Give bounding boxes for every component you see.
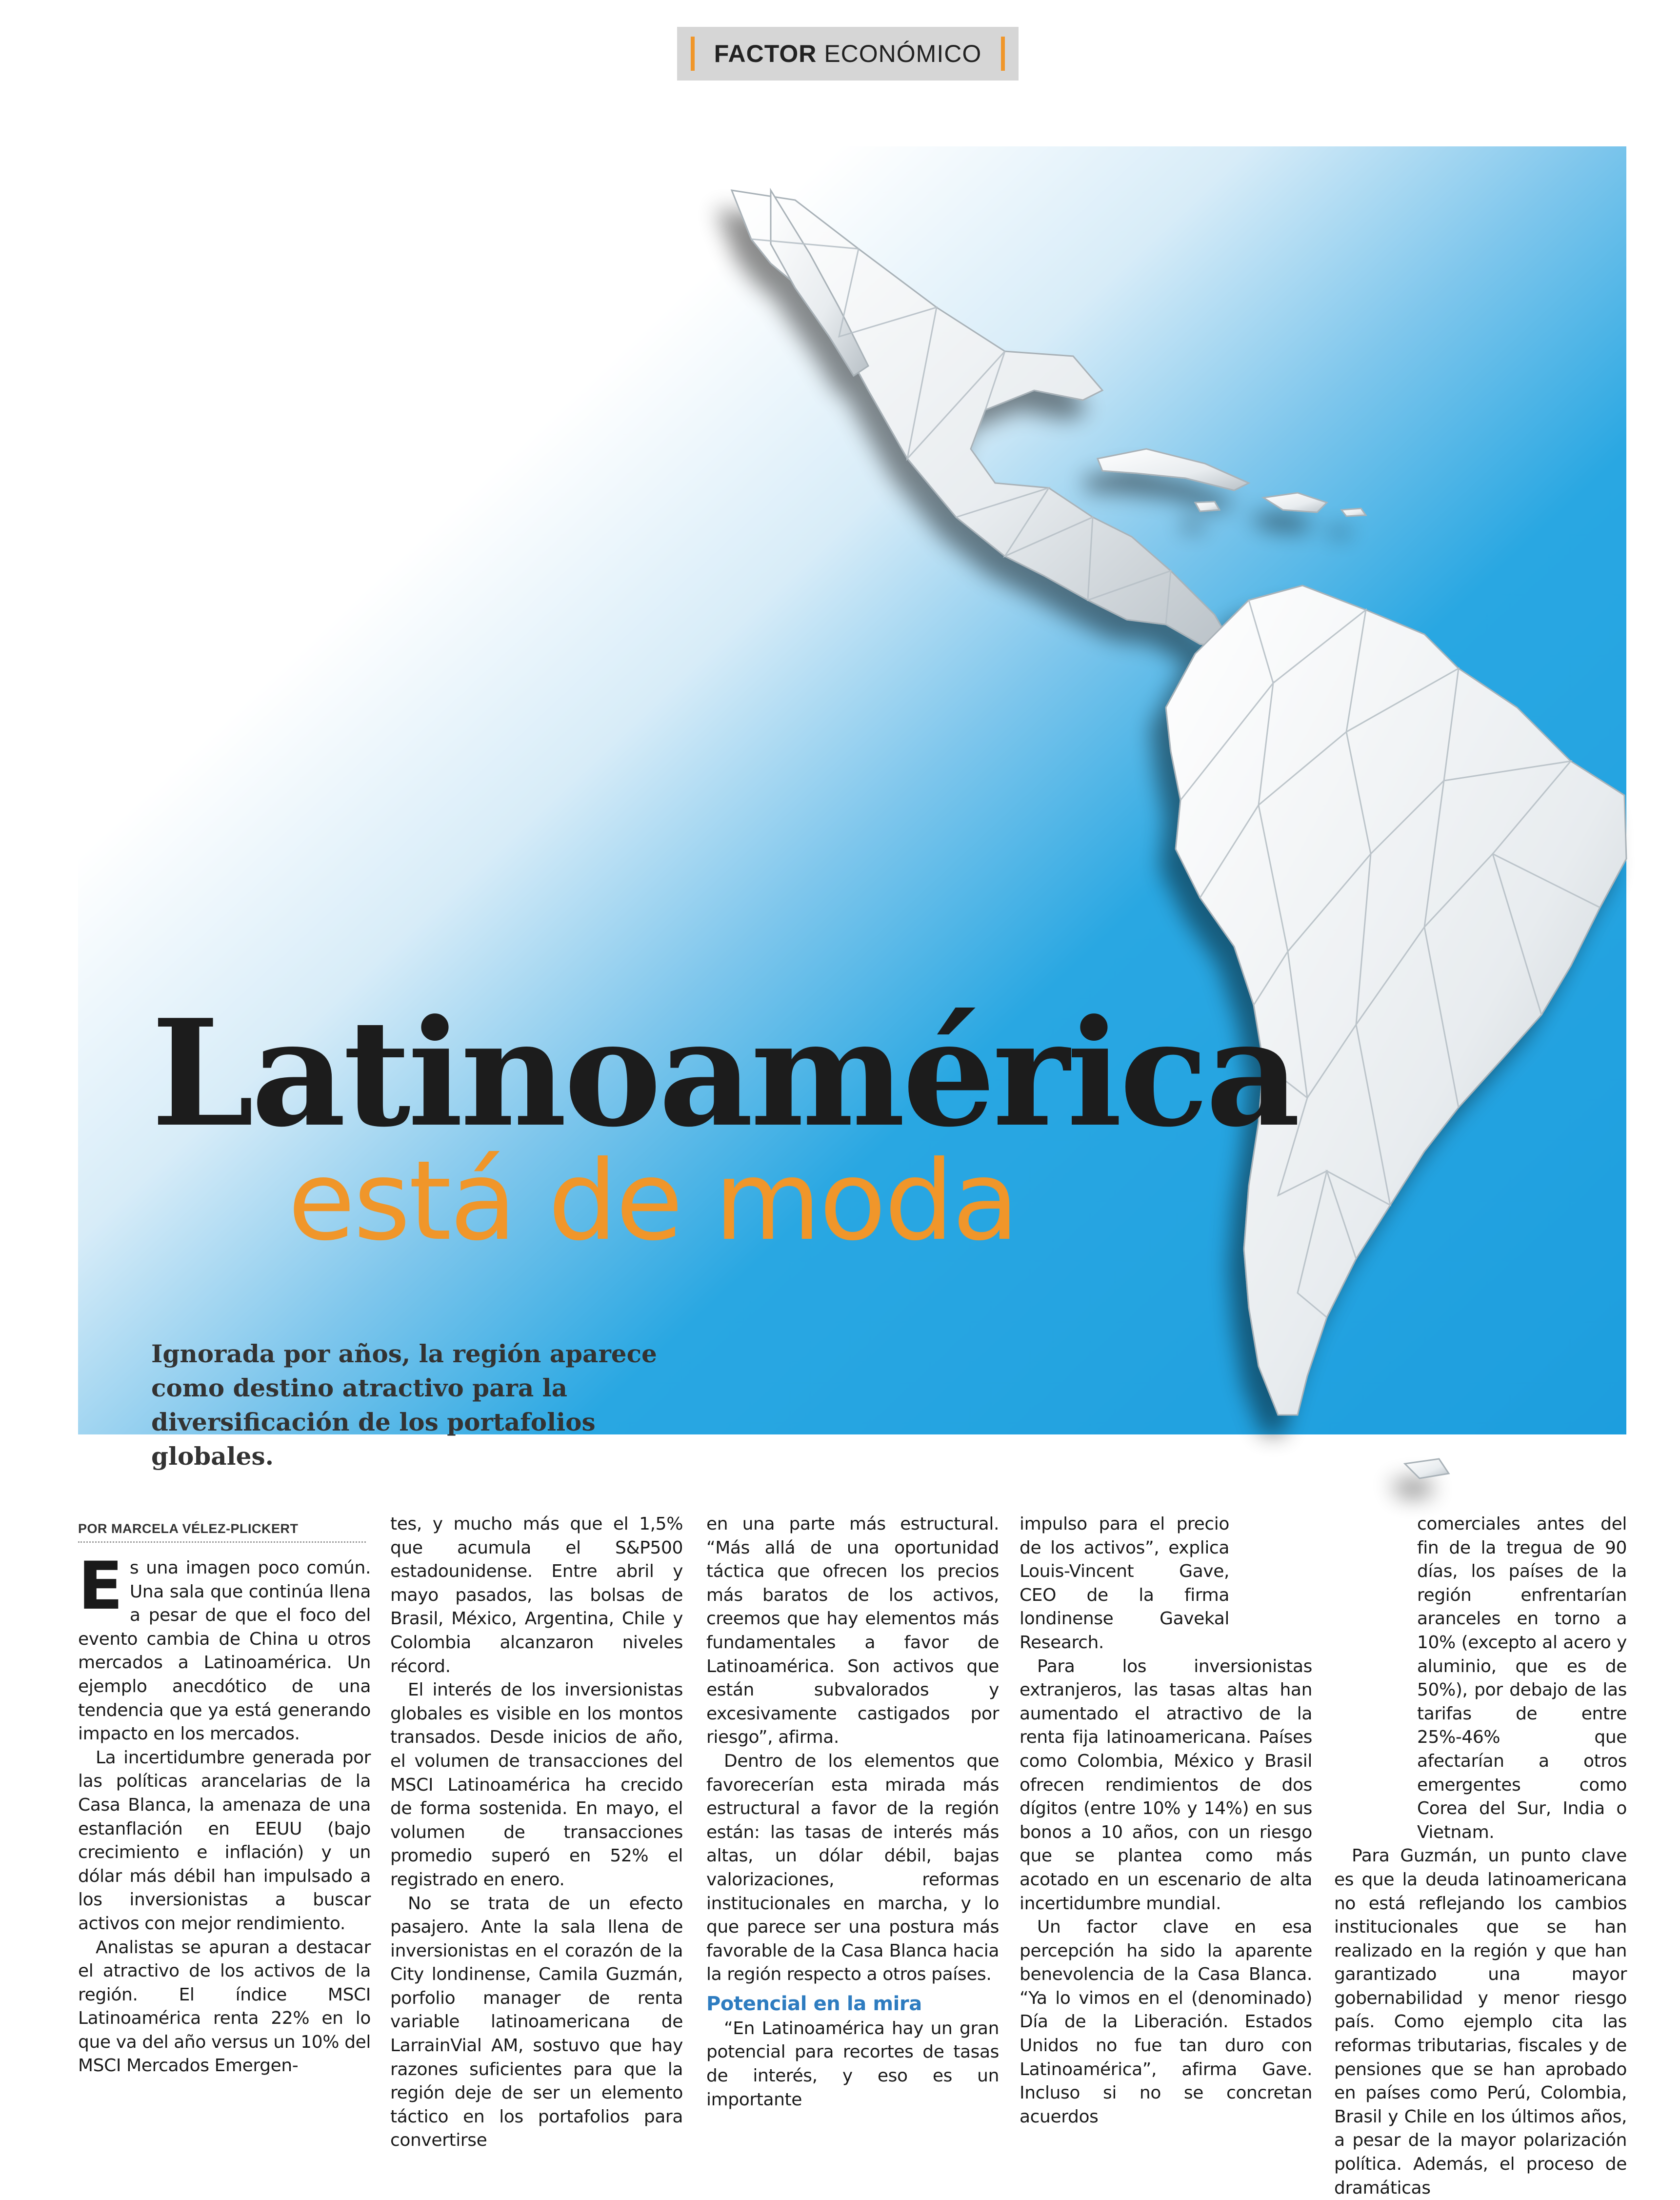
- paragraph: tes, y mucho más que el 1,5% que acumula el S&P500 estadounidense. Entre abril y mayo pasados, las bolsas de Brasil, México, Argentina, Chile y Colombia alcanzaron niveles récord.: [390, 1514, 683, 1676]
- section-tab-right-bar: [1001, 37, 1005, 71]
- paragraph: Para los inversionistas extranjeros, las tasas altas han aumentado el atractivo de la renta fija latinoamericana. Países como Colombia, México y Brasil ofrecen rendimientos de dos dígitos (entre 10% y 14%) en sus bonos a 10 años, con un riesgo que se plantea como más acotado en un escenario de alta incertidumbre mundial.: [1020, 1656, 1312, 1914]
- paragraph: El interés de los inversionistas globales es visible en los montos transados. Desde inicios de año, el volumen de transacciones del MSCI Latinoamérica ha crecido de forma sostenida. En mayo, el volumen de transacciones promedio superó en 52% el registrado en enero.: [390, 1680, 683, 1890]
- article-title: Latinoamérica: [151, 987, 1298, 1159]
- paragraph: impulso para el precio de los activos”, explica Louis-Vincent Gave, CEO de la firma londinense Gavekal Research.: [1020, 1514, 1229, 1653]
- body-column-4: [1020, 1513, 1312, 2127]
- section-label-light: ECONÓMICO: [824, 40, 982, 67]
- paragraph: en una parte más estructural. “Más allá de una oportunidad táctica que ofrecen los precios más baratos de los activos, creemos que hay elementos más fundamentales a favor de Latinoamérica. Son activos que están subvalorados y excesivamente castigados por riesgo”, afirma.: [706, 1514, 999, 1748]
- paragraph: La incertidumbre generada por las políticas arancelarias de la Casa Blanca, la amenaza de una estanflación en EEUU (bajo crecimiento e inflación) y un dólar más débil han impulsado a los inversionistas a buscar activos con mejor rendimiento.: [78, 1747, 371, 1934]
- map-falklands: [1405, 1459, 1449, 1478]
- section-label: [714, 40, 981, 68]
- paragraph: “En Latinoamérica hay un gran potencial para recortes de tasas de interés, y eso es un importante: [706, 2018, 999, 2110]
- article-byline: POR MARCELA VÉLEZ-PLICKERT: [78, 1521, 366, 1543]
- map-jamaica: [1195, 502, 1220, 511]
- map-hispaniola: [1263, 493, 1327, 512]
- paragraph: Dentro de los elementos que favorecerían esta mirada más estructural a favor de la región están: las tasas de interés más altas, un dólar débil, bajas valorizaciones, reformas institucionales en marcha, y lo que parece ser una postura más favorable de la Casa Blanca hacia la región respecto a otros países.: [706, 1751, 999, 1985]
- section-subhead: Potencial en la mira: [706, 1992, 922, 2015]
- paragraph: No se trata de un efecto pasajero. Ante la sala llena de inversionistas en el corazón de la City londinense, Camila Guzmán, porfolio manager de renta variable latinoamericana de LarrainVial AM, sostuvo que hay razones suficientes para que la región deje de ser un elemento táctico en los portafolios para convertirse: [390, 1893, 683, 2151]
- section-header-tab: [677, 27, 1019, 81]
- paragraph-text: s una imagen poco común. Una sala que continúa llena a pesar de que el foco del evento cambia de China u otros mercados a Latinoamérica. Un ejemplo anecdótico de una tendencia que ya está generando impacto en los mercados.: [78, 1558, 371, 1744]
- paragraph: comerciales antes del fin de la tregua de 90 días, los países de la región enfrentarían aranceles en torno a 10% (excepto al acero y aluminio, que es de 50%), por debajo de las tarifas de entre 25%-46% que afectarían a otros emergentes como Corea del Sur, India o Vietnam.: [1417, 1514, 1627, 1842]
- paragraph: Para Guzmán, un punto clave es que la deuda latinoamericana no está reflejando los cambios institucionales que se han realizado en la región y que han garantizado una mayor gobernabilidad y menor riesgo país. Como ejemplo cita las reformas tributarias, fiscales y de pensiones que se han aprobado en países como Perú, Colombia, Brasil y Chile en los últimos años, a pesar de la mayor polarización política. Además, el proceso de dramáticas: [1334, 1846, 1627, 2198]
- section-tab-left-bar: [691, 37, 695, 71]
- map-cuba: [1098, 449, 1249, 490]
- article-subtitle: está de moda: [288, 1137, 1018, 1265]
- body-column-5: [1334, 1513, 1627, 2198]
- section-label-bold: FACTOR: [714, 40, 817, 67]
- body-column-2: [390, 1513, 683, 2151]
- article-deck: Ignorada por años, la región aparece como destino atractivo para la diversificación de los portafolios globales.: [151, 1339, 657, 1471]
- body-column-1: [78, 1548, 371, 2093]
- body-column-3: [706, 1513, 999, 2110]
- drop-cap: E: [78, 1548, 123, 1624]
- paragraph: Analistas se apuran a destacar el atractivo de los activos de la región. El índice MSCI Latinoamérica renta 22% en lo que va del año versus un 10% del MSCI Mercados Emergen-: [78, 1937, 371, 2076]
- paragraph: Un factor clave en esa percepción ha sido la aparente benevolencia de la Casa Blanca. “Ya lo vimos en el (denominado) Día de la Liberación. Estados Unidos no fue tan duro con Latinoamérica”, afirma Gave. Incluso si no se concretan acuerdos: [1020, 1917, 1312, 2127]
- paragraph-opening: [78, 1548, 371, 1746]
- map-puerto-rico: [1341, 508, 1366, 516]
